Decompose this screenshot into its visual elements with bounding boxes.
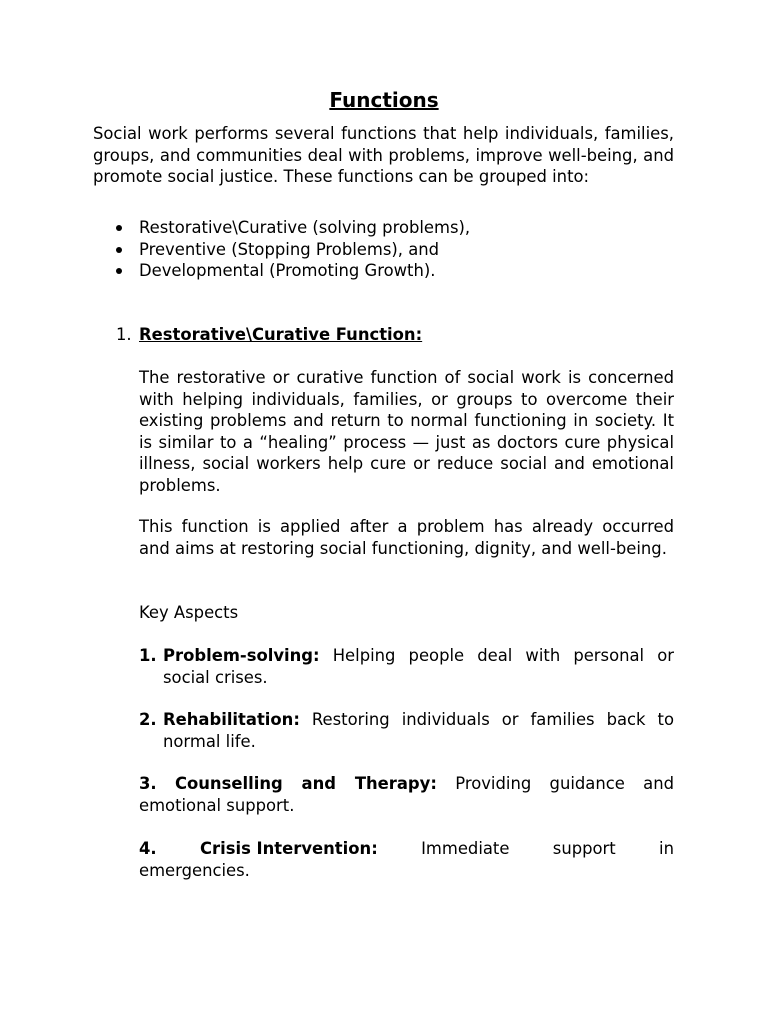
key-aspects-label: Key Aspects [139,603,239,622]
bullet-icon [116,268,122,274]
list-item: Developmental (Promoting Growth). [116,260,470,282]
list-item: Preventive (Stopping Problems), and [116,239,470,261]
aspect-text: Helping people deal with personal or social crises. [163,646,674,687]
aspect-number: 1. [139,646,157,665]
aspect-item [139,838,674,881]
section-heading-text: Restorative\Curative Function: [139,325,423,344]
aspect-number: 2. [139,710,157,729]
page-title: Functions [329,88,439,112]
aspect-term: Rehabilitation: [163,710,300,729]
bullet-icon [116,247,122,253]
section-heading [116,324,422,346]
list-item: Restorative\Curative (solving problems), [116,217,470,239]
aspect-text: Immediate [421,839,510,858]
aspect-item [139,645,674,688]
aspect-number: 3. [139,774,157,793]
aspect-number: 4. [139,839,157,858]
bullet-icon [116,225,122,231]
aspect-item [139,773,674,816]
section-paragraph-2: This function is applied after a problem has already occurred and aims at restoring social functioning, dignity, and well-being. [139,517,674,558]
section-number: 1. [116,325,132,344]
aspect-text: in [659,839,674,858]
aspect-term: Counselling and Therapy: [174,774,437,793]
aspect-term: Crisis Intervention: [199,839,378,858]
aspect-item [139,709,674,752]
function-types-list [116,217,470,282]
aspect-text: Providing guidance and emotional support. [139,774,674,815]
aspect-text: emergencies. [139,860,250,880]
aspect-text: Restoring individuals or families back to normal life. [163,710,674,751]
aspect-term: Problem-solving: [163,646,320,665]
intro-paragraph: Social work performs several functions that help individuals, families, groups, and communities deal with problems, improve well-being, and promote social justice. These functions can be grouped into: [93,124,674,186]
section-paragraph-1: The restorative or curative function of social work is concerned with helping individuals, families, or groups to overcome their existing problems and return to normal functioning in society. It is similar to a “healing” process — just as doctors cure physical illness, social workers help cure or reduce social and emotional problems. [139,368,674,495]
aspect-text: support [552,839,616,858]
